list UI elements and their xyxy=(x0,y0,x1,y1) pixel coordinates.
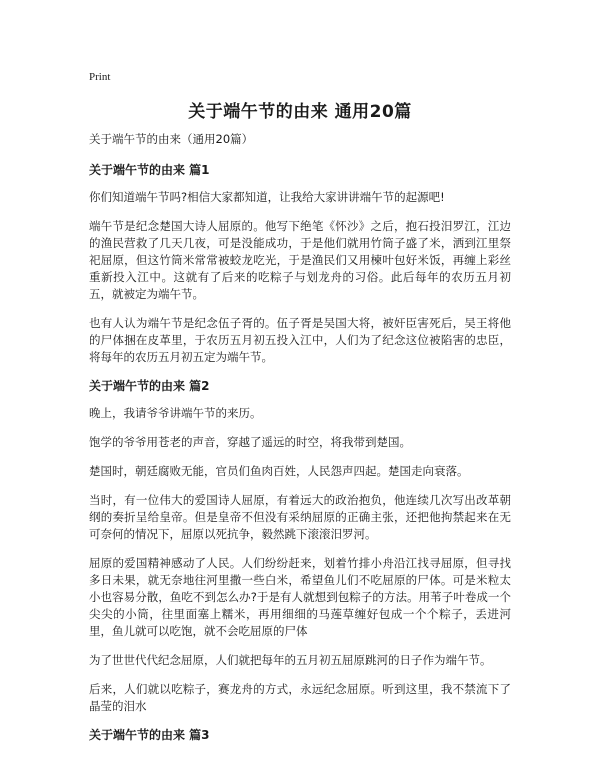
print-label: Print xyxy=(89,71,111,83)
paragraph: 为了世世代代纪念屈原，人们就把每年的五月初五屈原跳河的日子作为端午节。 xyxy=(89,653,492,667)
paragraph: 楚国时，朝廷腐败无能，官员们鱼肉百姓，人民怨声四起。楚国走向衰落。 xyxy=(89,464,469,478)
paragraph: 也有人认为端午节是纪念伍子胥的。伍子胥是吴国大将，被奸臣害死后，吴王将他的尸体捆在皮革里，于农历五月初五投入江中，人们为了纪念这位被陷害的忠臣，将每年的农历五月初五定为端午节。 xyxy=(89,316,511,364)
section-heading: 关于端午节的由来 篇1 xyxy=(89,163,210,177)
paragraph: 后来，人们就以吃粽子，赛龙舟的方式，永远纪念屈原。听到这里，我不禁流下了晶莹的泪水 xyxy=(89,682,511,713)
paragraph: 当时，有一位伟大的爱国诗人屈原，有着远大的政治抱负，他连续几次写出改革朝纲的奏折呈给皇帝。但是皇帝不但没有采纳屈原的正确主张，还把他拘禁起来在无可奈何的情况下，屈原以死抗争，毅然跳下滚滚汨罗河。 xyxy=(89,493,511,541)
document-subtitle: 关于端午节的由来（通用20篇） xyxy=(89,132,254,146)
section-1 xyxy=(89,162,511,366)
section-3 xyxy=(89,727,511,744)
paragraph: 屈原的爱国精神感动了人民。人们纷纷赶来，划着竹排小舟沿江找寻屈原，但寻找多日未果，就无奈地往河里撒一些白米，希望鱼儿们不吃屈原的尸体。可是米粒太小也容易分散，鱼吃不到怎么办?于是有人就想到包粽子的方法。用苇子叶卷成一个尖尖的小筒，往里面塞上糯米，再用细细的马莲草缠好包成一个个粽子，丢进河里，鱼儿就可以吃饱，就不会吃屈原的尸体 xyxy=(89,556,511,638)
document-body xyxy=(89,131,511,754)
paragraph: 端午节是纪念楚国大诗人屈原的。他写下绝笔《怀沙》之后，抱石投汨罗江，江边的渔民营救了几天几夜，可是没能成功，于是他们就用竹筒子盛了米，洒到江里祭祀屈原，但这竹筒米常常被蛟龙吃光，于是渔民们又用楝叶包好米饭，再缠上彩丝重新投入江中。这就有了后来的吃粽子与划龙舟的习俗。此后每年的农历五月初五，就被定为端午节。 xyxy=(89,219,511,301)
paragraph: 晚上，我请爷爷讲端午节的来历。 xyxy=(89,406,262,420)
page-title: 关于端午节的由来 通用20篇 xyxy=(188,102,412,122)
section-heading: 关于端午节的由来 篇3 xyxy=(89,728,210,742)
section-heading: 关于端午节的由来 篇2 xyxy=(89,379,210,393)
paragraph: 饱学的爷爷用苍老的声音，穿越了遥远的时空，将我带到楚国。 xyxy=(89,435,411,449)
paragraph: 你们知道端午节吗?相信大家都知道，让我给大家讲讲端午节的起源吧! xyxy=(89,190,445,204)
section-2 xyxy=(89,378,511,715)
